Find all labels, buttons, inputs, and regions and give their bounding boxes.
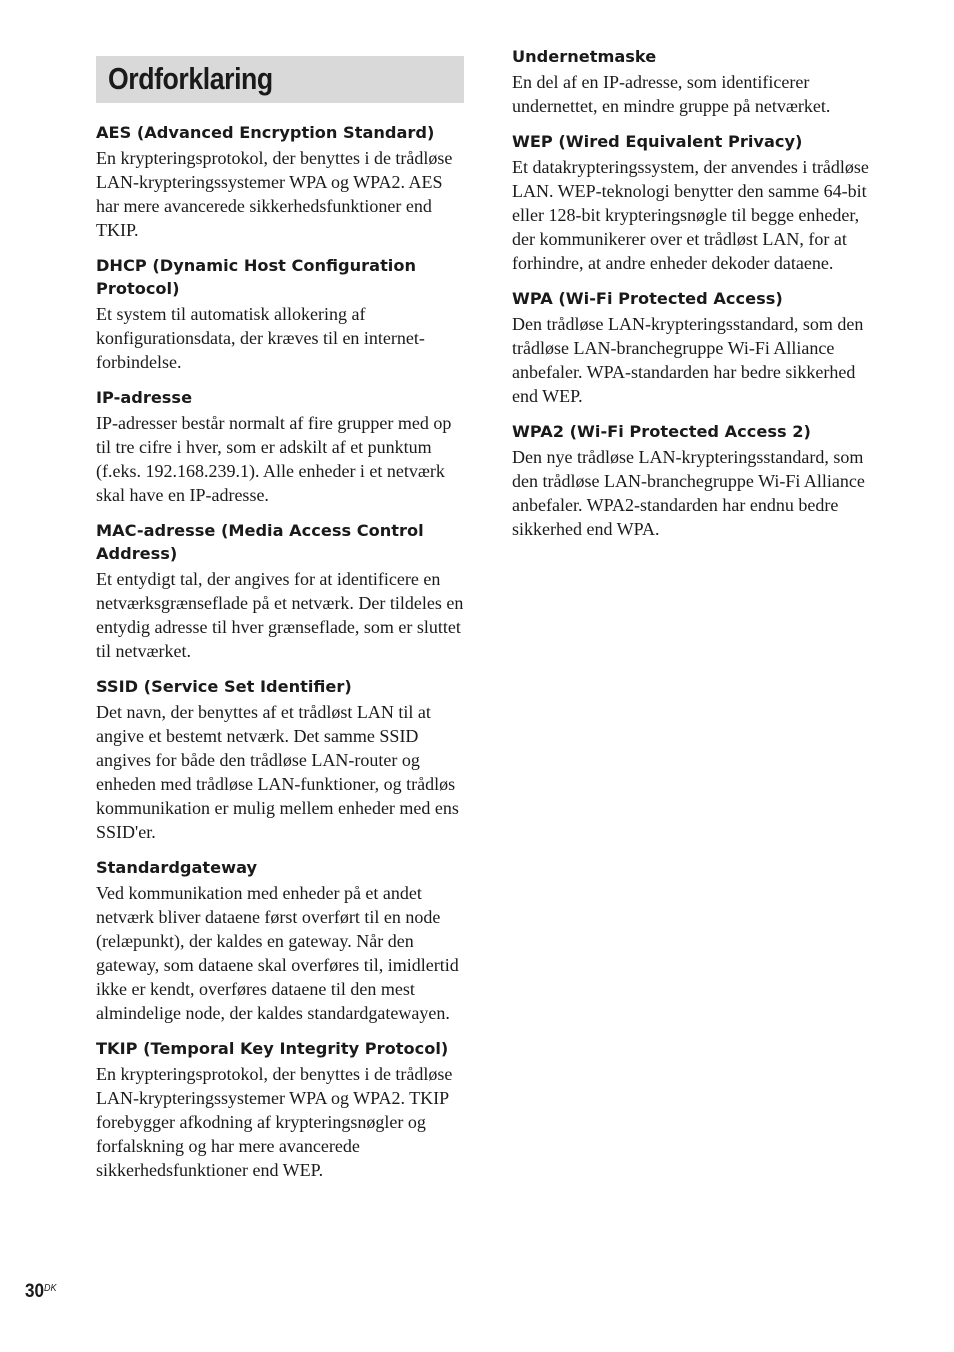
term-definition: En krypteringsprotokol, der benyttes i de trådløse LAN-krypteringssystemer WPA og WPA2. TKIP forebygger afkodning af krypteringsnøgler og forfalskning og har mere avancerede sikkerhedsfunktioner end WEP. (96, 1064, 453, 1180)
term-heading: TKIP (Temporal Key Integrity Protocol) (96, 1039, 449, 1058)
glossary-entry-undernetmaske (512, 45, 882, 118)
page-title: Ordforklaring (108, 61, 273, 96)
term-heading: AES (Advanced Encryption Standard) (96, 123, 435, 142)
section-title-box (96, 56, 464, 103)
glossary-entry-wpa2 (512, 420, 882, 541)
glossary-entry-tkip (96, 1037, 466, 1182)
term-definition: Den trådløse LAN-krypteringsstandard, som den trådløse LAN-branchegruppe Wi-Fi Alliance anbefaler. WPA-standarden har bedre sikkerhed end WEP. (512, 314, 864, 406)
term-heading: MAC-adresse (Media Access Control Address) (96, 521, 424, 563)
term-heading: DHCP (Dynamic Host Configuration Protocol) (96, 256, 416, 298)
language-code: DK (44, 1283, 57, 1294)
glossary-entry-standardgateway (96, 856, 466, 1025)
right-column (512, 45, 882, 553)
term-definition: Et system til automatisk allokering af konfigurationsdata, der kræves til en internet-forbindelse. (96, 304, 425, 372)
term-heading: Undernetmaske (512, 47, 657, 66)
glossary-entry-ip-adresse (96, 386, 466, 507)
glossary-entry-ssid (96, 675, 466, 844)
term-definition: Et datakrypteringssystem, der anvendes i trådløse LAN. WEP-teknologi benytter den samme 64-bit eller 128-bit krypteringsnøgle til begge enheder, der kommunikerer over et trådløst LAN, for at forhindre, at andre enheder dekoder dataene. (512, 157, 869, 273)
page-number (25, 1281, 57, 1303)
term-definition: IP-adresser består normalt af fire grupper med op til tre cifre i hver, som er adskilt af et punktum (f.eks. 192.168.239.1). Alle enheder i et netværk skal have en IP-adresse. (96, 413, 452, 505)
glossary-entry-wep (512, 130, 882, 275)
term-definition: Ved kommunikation med enheder på et andet netværk bliver dataene først overført til en node (relæpunkt), der kaldes en gateway. Når den gateway, som dataene skal overføres til, imidlertid ikke er kendt, overføres dataene til den mest almindelige node, der kaldes standardgatewayen. (96, 883, 459, 1023)
left-column (96, 121, 466, 1194)
term-heading: Standardgateway (96, 858, 258, 877)
glossary-entry-dhcp (96, 254, 466, 374)
term-heading: WPA2 (Wi-Fi Protected Access 2) (512, 422, 811, 441)
glossary-entry-mac-adresse (96, 519, 466, 663)
term-definition: Det navn, der benyttes af et trådløst LAN til at angive et bestemt netværk. Det samme SSID angives for både den trådløse LAN-router og enheden med trådløse LAN-funktioner, og trådløs kommunikation er mulig mellem enheder med ens SSID'er. (96, 702, 459, 842)
term-heading: IP-adresse (96, 388, 193, 407)
glossary-entry-wpa (512, 287, 882, 408)
term-heading: SSID (Service Set Identifier) (96, 677, 352, 696)
page-number-value: 30 (25, 1281, 45, 1302)
term-definition: Den nye trådløse LAN-krypteringsstandard, som den trådløse LAN-branchegruppe Wi-Fi Alliance anbefaler. WPA2-standarden har endnu bedre sikkerhed end WPA. (512, 447, 865, 539)
term-heading: WEP (Wired Equivalent Privacy) (512, 132, 803, 151)
term-heading: WPA (Wi-Fi Protected Access) (512, 289, 783, 308)
term-definition: Et entydigt tal, der angives for at identificere en netværksgrænseflade på et netværk. Der tildeles en entydig adresse til hver grænseflade, som er sluttet til netværket. (96, 569, 464, 661)
term-definition: En del af en IP-adresse, som identificerer undernettet, en mindre gruppe på netværket. (512, 72, 831, 116)
glossary-entry-aes (96, 121, 466, 242)
term-definition: En krypteringsprotokol, der benyttes i de trådløse LAN-krypteringssystemer WPA og WPA2. AES har mere avancerede sikkerhedsfunktioner end TKIP. (96, 148, 453, 240)
